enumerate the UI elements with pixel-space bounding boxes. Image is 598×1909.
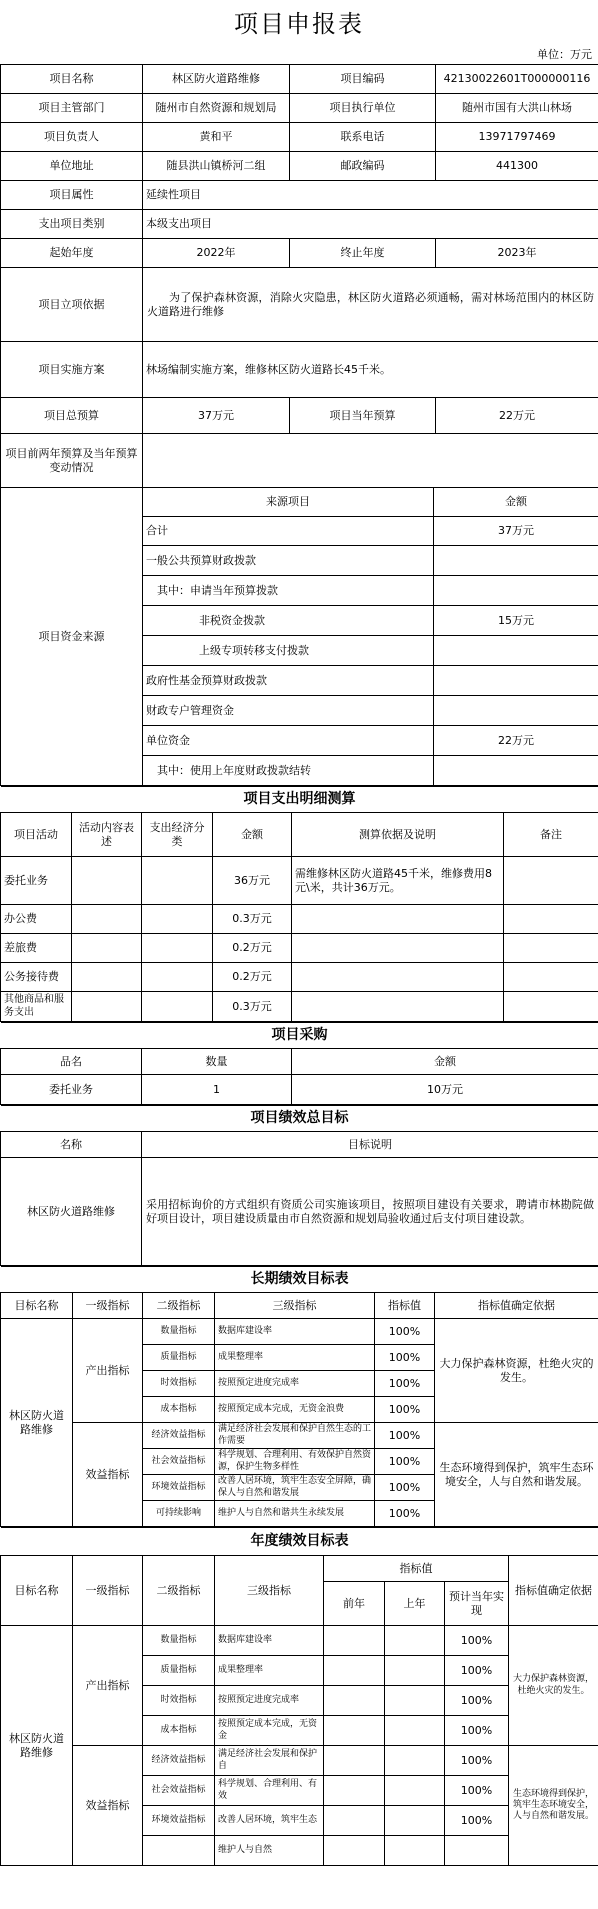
detail-content	[72, 963, 142, 992]
annual-value: 100%	[445, 1686, 509, 1716]
funds-header-source: 来源项目	[143, 488, 434, 517]
annual-prev2	[324, 1806, 385, 1836]
label-total-budget: 项目总预算	[1, 398, 143, 434]
value-plan: 林场编制实施方案，维修林区防火道路长45千米。	[143, 342, 598, 398]
detail-class	[142, 963, 213, 992]
funds-row-name: 一般公共预算财政拨款	[143, 546, 434, 576]
annual-level2: 成本指标	[143, 1716, 215, 1746]
annual-subheader: 预计当年实现	[445, 1582, 509, 1626]
long-level3: 按照预定成本完成，无资金浪费	[215, 1397, 375, 1423]
annual-level1: 产出指标	[73, 1626, 143, 1746]
funds-row-name: 单位资金	[143, 726, 434, 756]
detail-note	[292, 905, 504, 934]
value-project-code: 42130022601T000000116	[436, 65, 598, 94]
annual-level3: 按照预定进度完成率	[215, 1686, 324, 1716]
detail-content	[72, 905, 142, 934]
value-zip: 441300	[436, 152, 598, 181]
detail-remark	[504, 963, 598, 992]
procurement-amount: 10万元	[292, 1075, 598, 1105]
long-basis: 大力保护森林资源，杜绝火灾的发生。	[435, 1319, 598, 1423]
funds-row-name: 上级专项转移支付拨款	[143, 636, 434, 666]
detail-remark	[504, 934, 598, 963]
long-level3: 改善人居环境，筑牢生态安全屏障，确保人与自然和谐发展	[215, 1475, 375, 1501]
section-title-detail: 项目支出明细测算	[1, 787, 598, 813]
annual-value	[445, 1836, 509, 1866]
annual-level2	[143, 1836, 215, 1866]
long-header: 指标值	[375, 1293, 435, 1319]
annual-level1: 效益指标	[73, 1746, 143, 1866]
label-budget-change: 项目前两年预算及当年预算变动情况	[1, 434, 143, 488]
annual-value: 100%	[445, 1806, 509, 1836]
long-level3: 按照预定进度完成率	[215, 1371, 375, 1397]
label-project-name: 项目名称	[1, 65, 143, 94]
long-level3: 数据库建设率	[215, 1319, 375, 1345]
annual-value: 100%	[445, 1656, 509, 1686]
detail-amount: 0.2万元	[213, 934, 292, 963]
value-exec-unit: 随州市国有大洪山林场	[436, 94, 598, 123]
long-level1: 效益指标	[73, 1423, 143, 1527]
annual-level3: 维护人与自然	[215, 1836, 324, 1866]
annual-prev1	[385, 1656, 445, 1686]
goal-name: 林区防火道路维修	[1, 1158, 142, 1266]
annual-prev1	[385, 1806, 445, 1836]
annual-prev2	[324, 1716, 385, 1746]
annual-level2: 环境效益指标	[143, 1806, 215, 1836]
annual-level3: 改善人居环境，筑牢生态	[215, 1806, 324, 1836]
long-header: 三级指标	[215, 1293, 375, 1319]
detail-note	[292, 963, 504, 992]
detail-remark	[504, 992, 598, 1022]
page-title: 项目申报表	[234, 10, 364, 38]
goal-header: 名称	[1, 1132, 142, 1158]
annual-prev1	[385, 1716, 445, 1746]
funds-row-name: 财政专户管理资金	[143, 696, 434, 726]
label-owner: 项目负责人	[1, 123, 143, 152]
label-zip: 邮政编码	[290, 152, 436, 181]
annual-prev1	[385, 1746, 445, 1776]
detail-header: 测算依据及说明	[292, 813, 504, 857]
value-phone: 13971797469	[436, 123, 598, 152]
long-value: 100%	[375, 1501, 435, 1527]
detail-header: 备注	[504, 813, 598, 857]
annual-prev2	[324, 1686, 385, 1716]
funds-row-name: 其中：使用上年度财政拨款结转	[143, 756, 434, 786]
annual-level2: 时效指标	[143, 1686, 215, 1716]
annual-prev2	[324, 1836, 385, 1866]
funds-header-amount: 金额	[434, 488, 598, 517]
detail-note: 需维修林区防火道路45千米，维修费用8元\米，共计36万元。	[292, 857, 504, 905]
annual-level3: 成果整理率	[215, 1656, 324, 1686]
label-plan: 项目实施方案	[1, 342, 143, 398]
detail-note	[292, 992, 504, 1022]
procurement-header: 数量	[142, 1049, 292, 1075]
label-address: 单位地址	[1, 152, 143, 181]
procurement-item: 委托业务	[1, 1075, 142, 1105]
annual-prev1	[385, 1626, 445, 1656]
annual-header: 目标名称	[1, 1556, 73, 1626]
long-level2: 可持续影响	[143, 1501, 215, 1527]
annual-value: 100%	[445, 1626, 509, 1656]
long-level2: 质量指标	[143, 1345, 215, 1371]
annual-header: 指标值	[324, 1556, 509, 1582]
long-level3: 科学规划、合理利用、有效保护自然资源，保护生物多样性	[215, 1449, 375, 1475]
annual-subheader: 前年	[324, 1582, 385, 1626]
long-term-goal-table	[0, 1266, 598, 1527]
value-total-budget: 37万元	[143, 398, 290, 434]
annual-value: 100%	[445, 1716, 509, 1746]
detail-activity: 其他商品和服务支出	[1, 992, 72, 1022]
detail-activity: 公务接待费	[1, 963, 72, 992]
annual-prev2	[324, 1776, 385, 1806]
long-basis: 生态环境得到保护，筑牢生态环境安全，人与自然和谐发展。	[435, 1423, 598, 1527]
funds-row-name: 其中：申请当年预算拨款	[143, 576, 434, 606]
value-year-budget: 22万元	[436, 398, 598, 434]
goal-desc: 采用招标询价的方式组织有资质公司实施该项目，按照项目建设有关要求，聘请市林勘院做好项目设计，项目建设质量由市自然资源和规划局验收通过后支付项目建设款。	[142, 1158, 598, 1266]
goal-header: 目标说明	[142, 1132, 598, 1158]
long-value: 100%	[375, 1345, 435, 1371]
annual-prev2	[324, 1746, 385, 1776]
label-funds-source: 项目资金来源	[1, 488, 143, 786]
detail-activity: 差旅费	[1, 934, 72, 963]
section-title-goal: 项目绩效总目标	[1, 1106, 598, 1132]
detail-class	[142, 992, 213, 1022]
label-start-year: 起始年度	[1, 239, 143, 268]
detail-class	[142, 905, 213, 934]
funds-source-table	[0, 487, 598, 786]
value-dept: 随州市自然资源和规划局	[143, 94, 290, 123]
long-level3: 满足经济社会发展和保护自然生态的工作需要	[215, 1423, 375, 1449]
value-attr: 延续性项目	[143, 181, 598, 210]
value-end-year: 2023年	[436, 239, 598, 268]
value-basis: 为了保护森林资源，消除火灾隐患，林区防火道路必须通畅，需对林场范围内的林区防火道路进行维修	[143, 268, 598, 342]
long-level2: 经济效益指标	[143, 1423, 215, 1449]
detail-amount: 0.3万元	[213, 992, 292, 1022]
label-attr: 项目属性	[1, 181, 143, 210]
long-value: 100%	[375, 1423, 435, 1449]
procurement-header: 品名	[1, 1049, 142, 1075]
annual-basis: 生态环境得到保护，筑牢生态环境安全，人与自然和谐发展。	[509, 1746, 598, 1866]
long-header: 二级指标	[143, 1293, 215, 1319]
value-project-name: 林区防火道路维修	[143, 65, 290, 94]
long-level2: 数量指标	[143, 1319, 215, 1345]
detail-estimate-table	[0, 786, 598, 1022]
funds-row-amount: 37万元	[434, 517, 598, 546]
annual-header: 指标值确定依据	[509, 1556, 598, 1626]
funds-row-amount: 22万元	[434, 726, 598, 756]
detail-amount: 0.2万元	[213, 963, 292, 992]
funds-row-amount	[434, 636, 598, 666]
annual-basis: 大力保护森林资源，杜绝火灾的发生。	[509, 1626, 598, 1746]
detail-remark	[504, 857, 598, 905]
label-project-code: 项目编码	[290, 65, 436, 94]
value-category: 本级支出项目	[143, 210, 598, 239]
annual-level2: 数量指标	[143, 1626, 215, 1656]
label-dept: 项目主管部门	[1, 94, 143, 123]
funds-row-amount	[434, 546, 598, 576]
funds-row-name: 合计	[143, 517, 434, 546]
detail-note	[292, 934, 504, 963]
annual-value: 100%	[445, 1776, 509, 1806]
detail-content	[72, 857, 142, 905]
annual-goal-table	[0, 1527, 598, 1866]
detail-header: 金额	[213, 813, 292, 857]
detail-activity: 委托业务	[1, 857, 72, 905]
annual-prev2	[324, 1626, 385, 1656]
value-address: 随县洪山镇桥河二组	[143, 152, 290, 181]
long-level2: 社会效益指标	[143, 1449, 215, 1475]
annual-header: 二级指标	[143, 1556, 215, 1626]
label-end-year: 终止年度	[290, 239, 436, 268]
detail-content	[72, 934, 142, 963]
long-level3: 维护人与自然和谐共生永续发展	[215, 1501, 375, 1527]
annual-level3: 按照预定成本完成，无资金	[215, 1716, 324, 1746]
section-title-annual: 年度绩效目标表	[1, 1528, 598, 1556]
annual-prev1	[385, 1686, 445, 1716]
long-target: 林区防火道路维修	[1, 1319, 73, 1527]
long-header: 指标值确定依据	[435, 1293, 598, 1319]
label-basis: 项目立项依据	[1, 268, 143, 342]
detail-remark	[504, 905, 598, 934]
basic-info-table	[0, 64, 598, 488]
funds-row-amount: 15万元	[434, 606, 598, 636]
label-category: 支出项目类别	[1, 210, 143, 239]
funds-row-name: 非税资金拨款	[143, 606, 434, 636]
long-value: 100%	[375, 1449, 435, 1475]
value-start-year: 2022年	[143, 239, 290, 268]
annual-level3: 满足经济社会发展和保护自	[215, 1746, 324, 1776]
long-header: 目标名称	[1, 1293, 73, 1319]
annual-header: 一级指标	[73, 1556, 143, 1626]
annual-subheader: 上年	[385, 1582, 445, 1626]
procurement-header: 金额	[292, 1049, 598, 1075]
detail-amount: 0.3万元	[213, 905, 292, 934]
long-level1: 产出指标	[73, 1319, 143, 1423]
value-budget-change	[143, 434, 598, 488]
overall-goal-table	[0, 1105, 598, 1266]
long-level2: 时效指标	[143, 1371, 215, 1397]
procurement-table	[0, 1022, 598, 1105]
detail-content	[72, 992, 142, 1022]
funds-row-amount	[434, 756, 598, 786]
long-level3: 成果整理率	[215, 1345, 375, 1371]
section-title-procurement: 项目采购	[1, 1023, 598, 1049]
annual-level2: 质量指标	[143, 1656, 215, 1686]
long-header: 一级指标	[73, 1293, 143, 1319]
detail-class	[142, 857, 213, 905]
detail-class	[142, 934, 213, 963]
funds-row-name: 政府性基金预算财政拨款	[143, 666, 434, 696]
long-value: 100%	[375, 1475, 435, 1501]
unit-label: 单位：万元	[537, 48, 592, 61]
detail-header: 项目活动	[1, 813, 72, 857]
label-phone: 联系电话	[290, 123, 436, 152]
label-exec-unit: 项目执行单位	[290, 94, 436, 123]
detail-activity: 办公费	[1, 905, 72, 934]
annual-value: 100%	[445, 1746, 509, 1776]
long-level2: 环境效益指标	[143, 1475, 215, 1501]
funds-row-amount	[434, 576, 598, 606]
value-owner: 黄和平	[143, 123, 290, 152]
detail-amount: 36万元	[213, 857, 292, 905]
annual-level3: 数据库建设率	[215, 1626, 324, 1656]
annual-prev1	[385, 1776, 445, 1806]
procurement-qty: 1	[142, 1075, 292, 1105]
long-value: 100%	[375, 1397, 435, 1423]
label-year-budget: 项目当年预算	[290, 398, 436, 434]
detail-header: 支出经济分类	[142, 813, 213, 857]
annual-level2: 经济效益指标	[143, 1746, 215, 1776]
detail-header: 活动内容表述	[72, 813, 142, 857]
funds-row-amount	[434, 696, 598, 726]
funds-row-amount	[434, 666, 598, 696]
long-value: 100%	[375, 1371, 435, 1397]
annual-level2: 社会效益指标	[143, 1776, 215, 1806]
annual-prev1	[385, 1836, 445, 1866]
annual-prev2	[324, 1656, 385, 1686]
section-title-long-term: 长期绩效目标表	[1, 1267, 598, 1293]
annual-level3: 科学规划、合理利用、有效	[215, 1776, 324, 1806]
annual-header: 三级指标	[215, 1556, 324, 1626]
annual-target: 林区防火道路维修	[1, 1626, 73, 1866]
long-value: 100%	[375, 1319, 435, 1345]
long-level2: 成本指标	[143, 1397, 215, 1423]
